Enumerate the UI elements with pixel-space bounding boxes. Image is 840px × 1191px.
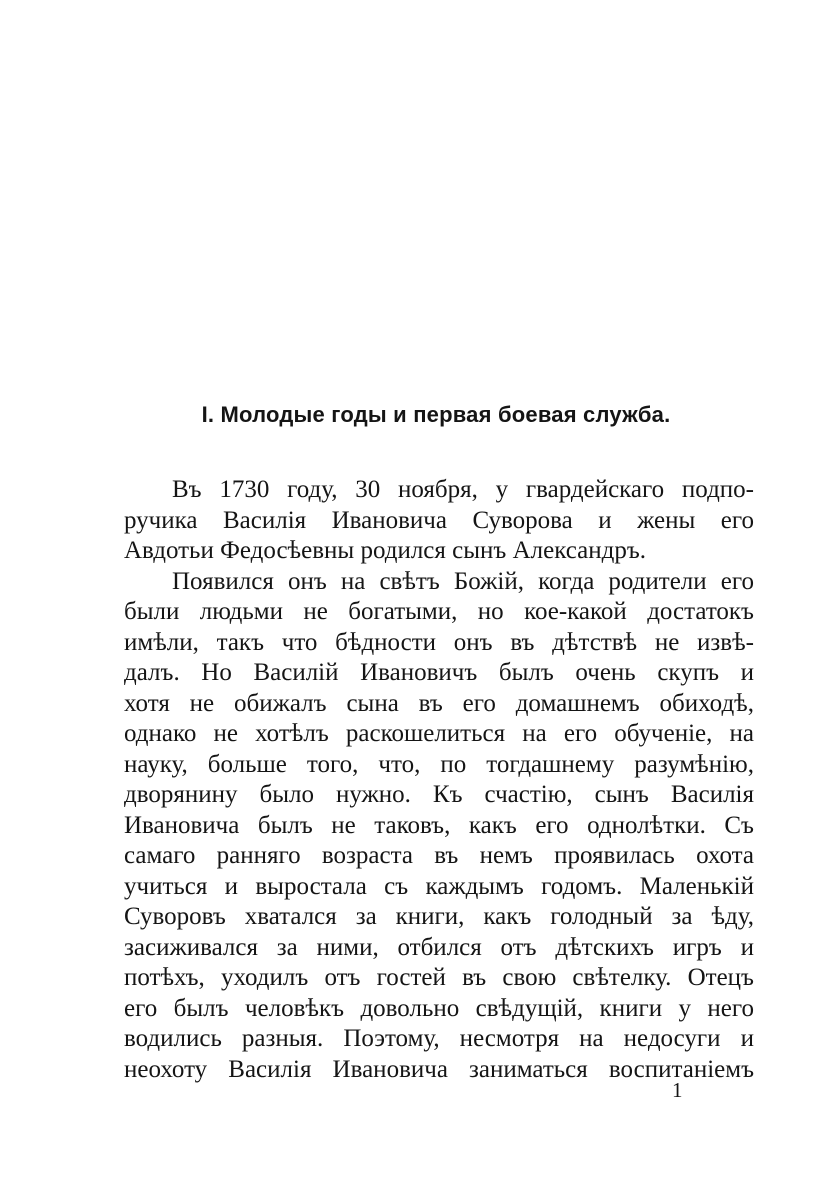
text-line: ручика Василія Ивановича Суворова и жены его	[124, 506, 754, 534]
text-line: самаго ранняго возраста въ немъ проявилась охота	[124, 842, 754, 869]
text-line: потѣхъ, уходилъ отъ гостей въ свою свѣтелку. Отецъ	[124, 964, 754, 991]
text-line: далъ. Но Василій Ивановичъ былъ очень скупъ и	[124, 659, 754, 686]
chapter-title: I. Молодые годы и первая боевая служба.	[201, 402, 671, 427]
text-line: его былъ человѣкъ довольно свѣдущій, книги у него	[124, 994, 754, 1022]
page-number: 1	[672, 1078, 683, 1102]
body-text	[124, 475, 754, 1085]
text-line: однако не хотѣлъ раскошелиться на его обученіе, на	[124, 720, 754, 747]
text-line: дворянину было нужно. Къ счастію, сынъ Василія	[124, 781, 754, 808]
text-line: Появился онъ на свѣтъ Божій, когда родители его	[172, 567, 754, 595]
text-line: учиться и выростала съ каждымъ годомъ. Маленькій	[124, 872, 754, 900]
text-line: науку, больше того, что, по тогдашнему разумѣнію,	[124, 750, 754, 778]
text-line: были людьми не богатыми, но кое-какой достатокъ	[124, 598, 754, 625]
text-line: Авдотьи Федосѣевны родился сынъ Александръ.	[124, 537, 647, 564]
text-line: Въ 1730 году, 30 ноября, у гвардейскаго подпо-	[172, 476, 754, 503]
text-line: засиживался за ними, отбился отъ дѣтскихъ игръ и	[124, 933, 754, 961]
text-line: Суворовъ хватался за книги, какъ голодный за ѣду,	[124, 903, 754, 930]
text-line: хотя не обижалъ сына въ его домашнемъ обиходѣ,	[124, 689, 754, 717]
text-line: имѣли, такъ что бѣдности онъ въ дѣтствѣ не извѣ-	[124, 628, 754, 656]
text-line: неохоту Василія Ивановича заниматься воспитаніемъ	[124, 1055, 754, 1083]
text-line: Ивановича былъ не таковъ, какъ его однолѣтки. Съ	[124, 811, 754, 839]
text-line: водились разныя. Поэтому, несмотря на недосуги и	[124, 1025, 754, 1052]
